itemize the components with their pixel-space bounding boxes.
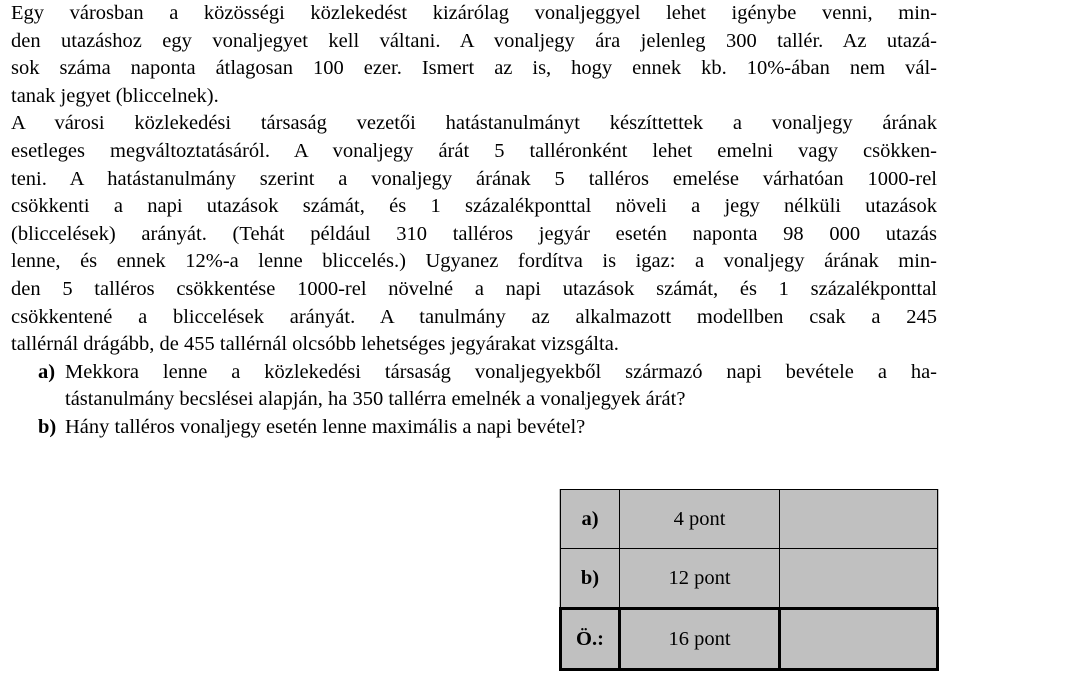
- score-table: [559, 489, 939, 671]
- question-label: a): [38, 360, 56, 383]
- score-total-row: [561, 609, 938, 670]
- text-line: csökkenti a napi utazások számát, és 1 százalékponttal növeli a jegy nélküli utazások: [11, 195, 937, 218]
- text-line: lenne, és ennek 12%-a lenne bliccelés.) Ugyanez fordítva is igaz: a vonaljegy árának min-: [11, 250, 937, 273]
- text-line: (bliccelések) arányát. (Tehát például 310 talléros jegyár esetén naponta 98 000 utazás: [11, 222, 937, 245]
- score-total-label: Ö.:: [561, 609, 620, 670]
- text-line: csökkentené a bliccelések arányát. A tanulmány az alkalmazott modellben csak a 245: [11, 305, 937, 328]
- question-b: [11, 414, 937, 442]
- score-max-points: 4 pont: [620, 490, 780, 549]
- question-a: [11, 359, 937, 414]
- text-line: den utazáshoz egy vonaljegyet kell váltani. A vonaljegy ára jelenleg 300 tallér. Az utazá-: [11, 29, 937, 52]
- question-line: tástanulmány becslései alapján, ha 350 tallérra emelnék a vonaljegyek árát?: [65, 388, 686, 411]
- score-row: [561, 490, 938, 549]
- text-line: tallérnál drágább, de 455 tallérnál olcsóbb lehetséges jegyárakat vizsgálta.: [11, 333, 619, 356]
- text-line: teni. A hatástanulmány szerint a vonaljegy árának 5 talléros emelése várhatóan 1000-rel: [11, 167, 937, 190]
- text-line: tanak jegyet (bliccelnek).: [11, 84, 219, 107]
- score-part-label: a): [561, 490, 620, 549]
- score-total-points: 16 pont: [620, 609, 780, 670]
- score-row: [561, 549, 938, 609]
- problem-text: [11, 0, 937, 442]
- text-line: esetleges megváltoztatásáról. A vonaljegy árát 5 talléronként lehet emelni vagy csökken-: [11, 139, 937, 162]
- score-earned-cell[interactable]: [780, 490, 938, 549]
- text-line: Egy városban a közösségi közlekedést kizárólag vonaljeggyel lehet igénybe venni, min-: [11, 2, 937, 24]
- score-total-earned-cell[interactable]: [780, 609, 938, 670]
- text-line: den 5 talléros csökkentése 1000-rel növelné a napi utazások számát, és 1 százalékponttal: [11, 277, 937, 300]
- text-line: A városi közlekedési társaság vezetői hatástanulmányt készíttettek a vonaljegy árának: [11, 112, 937, 135]
- question-label: b): [38, 415, 57, 438]
- score-part-label: b): [561, 549, 620, 609]
- question-line: Hány talléros vonaljegy esetén lenne maximális a napi bevétel?: [65, 415, 586, 438]
- score-max-points: 12 pont: [620, 549, 780, 609]
- paragraph-intro: [11, 0, 937, 110]
- paragraph-study: [11, 110, 937, 358]
- score-earned-cell[interactable]: [780, 549, 938, 609]
- text-line: sok száma naponta átlagosan 100 ezer. Ismert az is, hogy ennek kb. 10%-ában nem vál-: [11, 57, 937, 80]
- question-line: Mekkora lenne a közlekedési társaság vonaljegyekből származó napi bevétele a ha-: [65, 360, 937, 383]
